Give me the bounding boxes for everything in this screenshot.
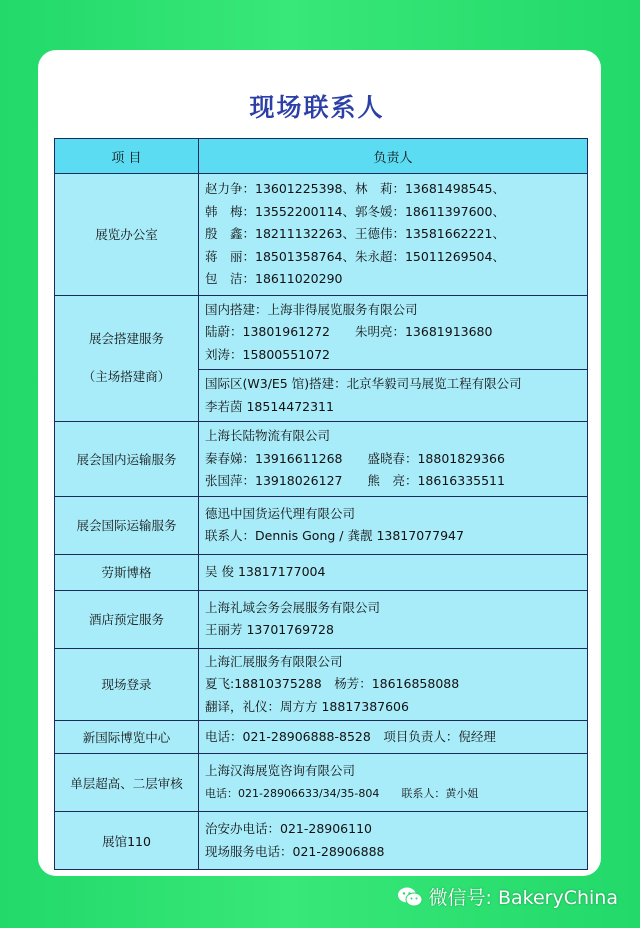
contact-line: 李若茵 18514472311 (205, 398, 334, 414)
contact-line: 翻译，礼仪：周方方 18817387606 (205, 698, 409, 714)
table-row (55, 812, 588, 870)
watermark-text: 微信号: BakeryChina (428, 887, 618, 909)
contact-line: 赵力争：13601225398、林 莉：13681498545、 (205, 181, 505, 196)
row-label: 劳斯博格 (55, 554, 199, 590)
wechat-watermark (397, 883, 618, 910)
table-row (55, 648, 588, 721)
header-item: 项 目 (55, 139, 199, 174)
contact-line: 殷 鑫：18211132263、王德伟：13581662221、 (205, 226, 505, 241)
header-person: 负责人 (199, 139, 588, 174)
table-row (55, 295, 588, 370)
row-label: 现场登录 (55, 648, 199, 721)
row-content (199, 590, 588, 648)
row-content (199, 422, 588, 497)
row-label (55, 295, 199, 422)
contact-line: 德迅中国货运代理有限公司 (205, 505, 356, 521)
table-row (55, 754, 588, 812)
contact-line: 刘涛：15800551072 (205, 346, 330, 362)
row-content (199, 721, 588, 754)
contact-line: 联系人：Dennis Gong / 龚靓 13817077947 (205, 528, 464, 543)
contact-line: 国际区(W3/E5 馆)搭建：北京华毅司马展览工程有限公司 (205, 376, 522, 391)
contact-line: 上海长陆物流有限公司 (205, 428, 331, 443)
table-row (55, 422, 588, 497)
row-label: 单层超高、二层审核 (55, 754, 199, 812)
contact-line: 包 洁：18611020290 (205, 271, 343, 286)
page-title: 现场联系人 (249, 93, 385, 122)
contact-line-small: 电话：021-28906633/34/35-804 联系人：黄小姐 (205, 786, 479, 800)
contact-line: 治安办电话：021-28906110 (205, 821, 372, 836)
row-label: 新国际博览中心 (55, 721, 199, 754)
contact-table (54, 138, 588, 870)
contact-line: 吴 俊 13817177004 (205, 563, 326, 579)
contact-line: 电话：021-28906888-8528 项目负责人：倪经理 (205, 728, 496, 744)
contact-line: 王丽芳 13701769728 (205, 622, 334, 637)
row-label-main: 展会搭建服务 (88, 331, 164, 347)
row-content (199, 754, 588, 812)
contact-line: 上海礼域会务会展服务有限公司 (205, 599, 381, 615)
table-row (55, 721, 588, 754)
row-content (199, 295, 588, 370)
row-label: 展会国际运输服务 (55, 496, 199, 554)
wechat-icon (397, 886, 423, 908)
row-content (199, 370, 588, 422)
contact-line: 韩 梅：13552200114、郭冬媛：18611397600、 (205, 203, 505, 219)
row-content (199, 812, 588, 870)
row-label: 酒店预定服务 (55, 590, 199, 648)
contact-line: 陆蔚：13801961272 朱明亮：13681913680 (205, 324, 493, 339)
table-header (55, 139, 588, 174)
table-row (55, 496, 588, 554)
contact-line: 秦春娣：13916611268 盛晓春：18801829366 (205, 450, 505, 466)
row-content (199, 554, 588, 590)
row-content (199, 174, 588, 296)
contact-line: 蒋 丽：18501358764、朱永超：15011269504、 (205, 248, 505, 264)
contact-line: 上海汇展服务有限限公司 (205, 653, 343, 669)
contact-line: 张国萍：13918026127 熊 亮：18616335511 (205, 473, 505, 488)
table-row (55, 590, 588, 648)
table-row (55, 554, 588, 590)
row-content (199, 496, 588, 554)
contact-line: 上海汉海展览咨询有限公司 (205, 763, 356, 778)
contact-line: 夏飞:18810375288 杨芳：18616858088 (205, 676, 460, 691)
row-label: 展会国内运输服务 (55, 422, 199, 497)
row-label: 展览办公室 (55, 174, 199, 296)
row-label-sub: （主场搭建商） (82, 369, 171, 385)
row-content (199, 648, 588, 721)
contact-line: 国内搭建：上海非得展览服务有限公司 (205, 301, 418, 317)
table-row (55, 174, 588, 296)
row-label: 展馆110 (55, 812, 199, 870)
contact-line: 现场服务电话：021-28906888 (205, 843, 385, 859)
